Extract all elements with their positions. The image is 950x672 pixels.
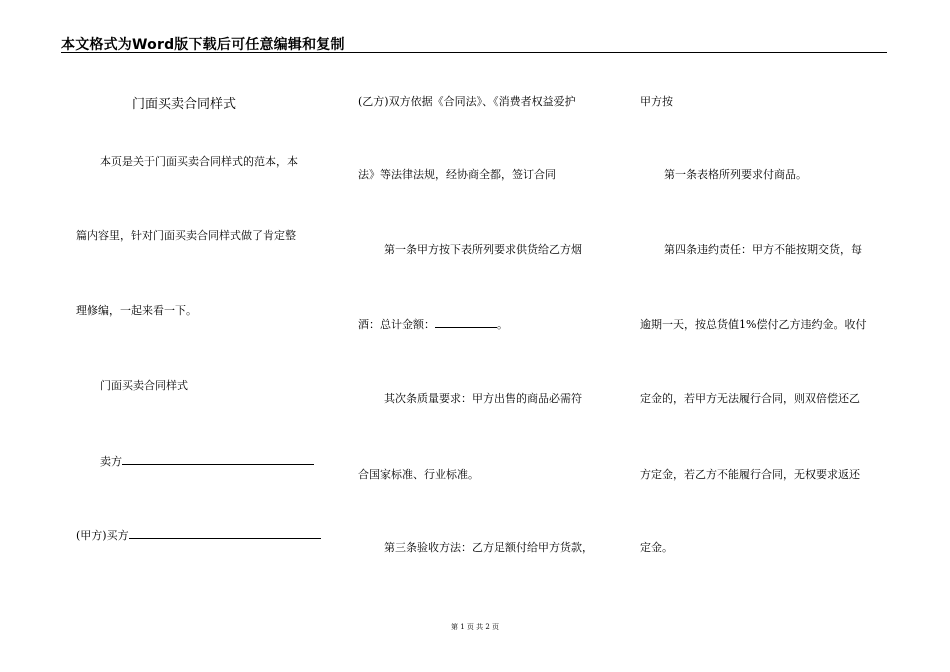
amount-blank [435,318,497,328]
document-title: 门面买卖合同样式 [132,97,237,112]
col3-line-4: 逾期一天，按总货值1%偿付乙方违约金。收付 [640,318,867,331]
intro-line-3: 理修编，一起来看一下。 [76,304,197,317]
col2-line-4 [358,318,508,332]
col2-line-5: 其次条质量要求：甲方出售的商品必需符 [384,392,582,405]
col2-line-3: 第一条甲方按下表所列要求供货给乙方烟 [384,243,582,256]
col2-line-6: 合国家标准、行业标准。 [358,468,479,481]
col2-line-7: 第三条验收方法：乙方足额付给甲方货款， [384,541,593,554]
col3-line-3: 第四条违约责任：甲方不能按期交货，每 [664,243,862,256]
contract-subtitle: 门面买卖合同样式 [100,379,188,392]
amount-period: 。 [497,318,508,331]
seller-line [100,455,314,469]
col3-line-7: 定金。 [640,541,673,554]
header-divider [61,52,887,53]
buyer-blank [129,529,321,539]
page-number: 第 1 页 共 2 页 [450,623,500,631]
col2-line-2: 法》等法律法规，经协商全都，签订合同 [358,168,556,181]
amount-label: 酒：总计金额： [358,318,435,331]
seller-label: 卖方 [100,455,122,468]
buyer-label: (甲方)买方 [76,529,129,542]
buyer-line [76,529,321,543]
intro-line-2: 篇内容里，针对门面买卖合同样式做了肯定整 [76,229,296,242]
col3-line-2: 第一条表格所列要求付商品。 [664,168,807,181]
document-header: 本文格式为Word版下载后可任意编辑和复制 [61,37,345,53]
intro-line-1: 本页是关于门面买卖合同样式的范本，本 [100,155,298,168]
col3-line-6: 方定金，若乙方不能履行合同，无权要求返还 [640,468,860,481]
col3-line-5: 定金的，若甲方无法履行合同，则双倍偿还乙 [640,392,860,405]
col3-line-1: 甲方按 [640,95,673,108]
seller-blank [122,455,314,465]
col2-line-1: (乙方)双方依据《合同法》、《消费者权益爱护 [358,95,576,108]
